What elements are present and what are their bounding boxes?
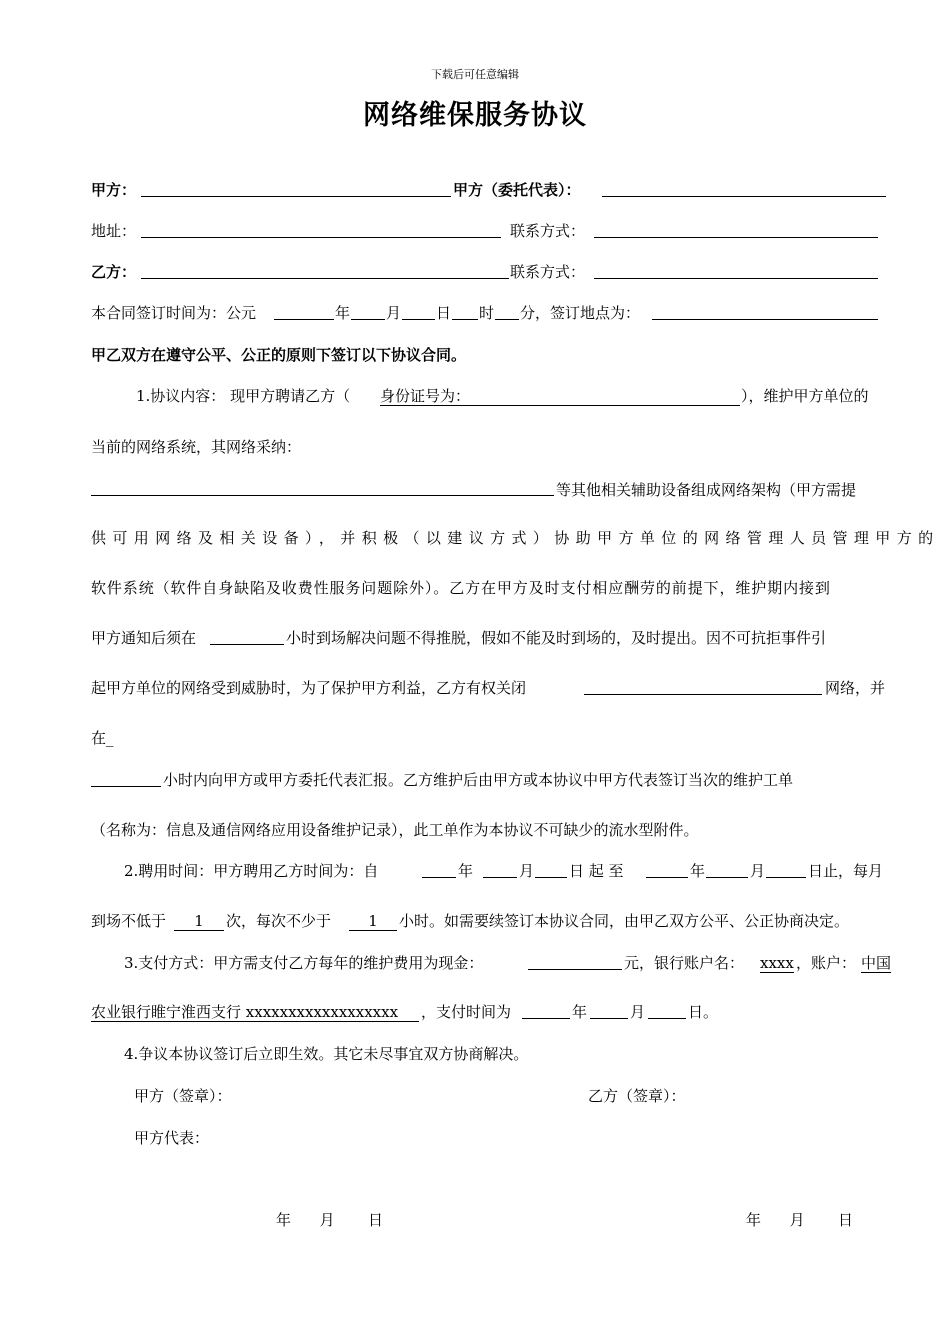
clause2-month-label: 月 [519, 862, 535, 880]
clause1-line10: （名称为：信息及通信网络应用设备维护记录），此工单作为本协议不可缺少的流水型附件。 [91, 821, 699, 839]
clause2-day-from-field[interactable] [535, 877, 567, 878]
clause3-pay-year-field[interactable] [522, 1018, 570, 1019]
clause3-account-name[interactable]: xxxx [760, 954, 794, 972]
party-a-rep-sign-label: 甲方代表： [134, 1129, 210, 1147]
clause3-amount-field[interactable] [528, 969, 622, 970]
sign-hour-field[interactable] [452, 319, 478, 320]
clause2-line2-b: 次，每次不少于 [226, 912, 332, 930]
address-label: 地址： [91, 222, 137, 240]
contact-field-2[interactable] [594, 278, 878, 279]
clause2-line1-a: 2.聘用时间：甲方聘用乙方时间为：自 [124, 862, 379, 880]
clause1-close-network-field[interactable] [584, 694, 822, 695]
clause1-id-field[interactable] [380, 386, 740, 406]
clause2-day-end-label: 日止，每月 [808, 862, 884, 880]
clause1-line6-a: 甲方通知后须在 [91, 629, 197, 647]
sign-day-label: 日 [436, 304, 452, 322]
clause1-id-label: 身份证号为： [380, 387, 471, 405]
clause3-line1-b: 元，银行账户名： [624, 954, 745, 972]
clause3-line2-b: ，支付时间为 [421, 1003, 512, 1021]
contact-field[interactable] [594, 237, 878, 238]
clause2-month2-label: 月 [750, 862, 766, 880]
party-a-rep-field[interactable] [602, 196, 886, 197]
clause1-report-hours-field[interactable] [91, 786, 161, 787]
clause2-line2-c: 小时。如需要续签订本协议合同，由甲乙双方公平、公正协商决定。 [399, 912, 850, 930]
sign-year-label: 年 [335, 304, 351, 322]
sign-year-field[interactable] [274, 319, 334, 320]
sign-day-field[interactable] [402, 319, 435, 320]
clause1-line7-a: 起甲方单位的网络受到威胁时，为了保护甲方利益，乙方有权关闭 [91, 679, 527, 697]
clause2-times-value[interactable]: 1 [174, 911, 224, 931]
clause1-line1-a: 1.协议内容： 现甲方聘请乙方（ [136, 387, 351, 405]
party-b-label: 乙方： [91, 263, 137, 281]
clause1-line2: 当前的网络系统，其网络采纳： [91, 438, 302, 456]
clause3-line1-a: 3.支付方式：甲方需支付乙方每年的维护费用为现金： [124, 954, 484, 972]
clause2-year2-label: 年 [690, 862, 706, 880]
clause3-bank-part1[interactable]: 中国 [861, 954, 892, 972]
clause1-line4: 供可用网络及相关设备），并积极（以建议方式）协助甲方单位的网络管理人员管理甲方的 [91, 529, 940, 547]
intro-statement: 甲乙双方在遵守公平、公正的原则下签订以下协议合同。 [91, 346, 467, 364]
sign-hour-label: 时 [479, 304, 495, 322]
clause2-year-to-field[interactable] [646, 877, 688, 878]
clause2-day-to-field[interactable] [766, 877, 806, 878]
sign-month-label: 月 [386, 304, 402, 322]
clause3-pay-day-field[interactable] [648, 1018, 686, 1019]
clause3-year-label: 年 [572, 1003, 588, 1021]
clause2-day-from-label: 日 起 至 [569, 862, 624, 880]
address-field[interactable] [141, 237, 501, 238]
sign-time-prefix: 本合同签订时间为：公元 [91, 304, 257, 322]
clause1-line6-b: 小时到场解决问题不得推脱，假如不能及时到场的，及时提出。因不可抗拒事件引 [286, 629, 827, 647]
clause1-line9: 小时内向甲方或甲方委托代表汇报。乙方维护后由甲方或本协议中甲方代表签订当次的维护工单 [163, 771, 794, 789]
clause2-hours-value[interactable]: 1 [349, 911, 397, 931]
party-a-rep-label: 甲方（委托代表）： [453, 181, 581, 199]
sign-minute-label: 分，签订地点为： [520, 304, 641, 322]
party-b-sign-date: 年 月 日 [746, 1211, 853, 1229]
clause2-year-label: 年 [458, 862, 474, 880]
clause3-pay-month-field[interactable] [590, 1018, 628, 1019]
clause1-line5: 软件系统（软件自身缺陷及收费性服务问题除外）。乙方在甲方及时支付相应酬劳的前提下，维护期内接到 [91, 579, 831, 597]
party-b-field[interactable] [141, 278, 509, 279]
clause3-bank-part2[interactable]: 农业银行睢宁淮西支行 xxxxxxxxxxxxxxxxxx [91, 1002, 419, 1022]
sign-place-field[interactable] [652, 319, 878, 320]
clause1-hours-field[interactable] [210, 644, 284, 645]
party-a-sign-date: 年 月 日 [276, 1211, 383, 1229]
clause3-day-label: 日。 [688, 1003, 719, 1021]
clause3-month-label: 月 [630, 1003, 646, 1021]
party-a-seal-label: 甲方（签章）： [134, 1087, 232, 1105]
sign-minute-field[interactable] [495, 319, 519, 320]
clause1-line7-b: 网络，并 [825, 679, 886, 697]
clause3-line1-c: ，账户： [796, 954, 857, 972]
clause1-network-field[interactable] [91, 495, 554, 496]
party-a-field[interactable] [141, 196, 451, 197]
contact-label-2: 联系方式： [510, 263, 586, 281]
contact-label: 联系方式： [510, 222, 586, 240]
clause2-year-from-field[interactable] [422, 877, 456, 878]
clause2-month-from-field[interactable] [483, 877, 517, 878]
clause2-month-to-field[interactable] [706, 877, 748, 878]
document-title: 网络维保服务协议 [363, 100, 587, 131]
clause1-line3: 等其他相关辅助设备组成网络架构（甲方需提 [556, 481, 857, 499]
sign-month-field[interactable] [351, 319, 385, 320]
page-header: 下载后可任意编辑 [431, 68, 519, 81]
clause2-line2-a: 到场不低于 [91, 912, 167, 930]
party-b-seal-label: 乙方（签章）： [588, 1087, 686, 1105]
party-a-label: 甲方： [91, 181, 137, 199]
clause4-text: 4.争议本协议签订后立即生效。其它未尽事宜双方协商解决。 [124, 1045, 529, 1063]
clause1-line8: 在_ [91, 729, 114, 747]
clause1-line1-b: ），维护甲方单位的 [741, 387, 869, 405]
